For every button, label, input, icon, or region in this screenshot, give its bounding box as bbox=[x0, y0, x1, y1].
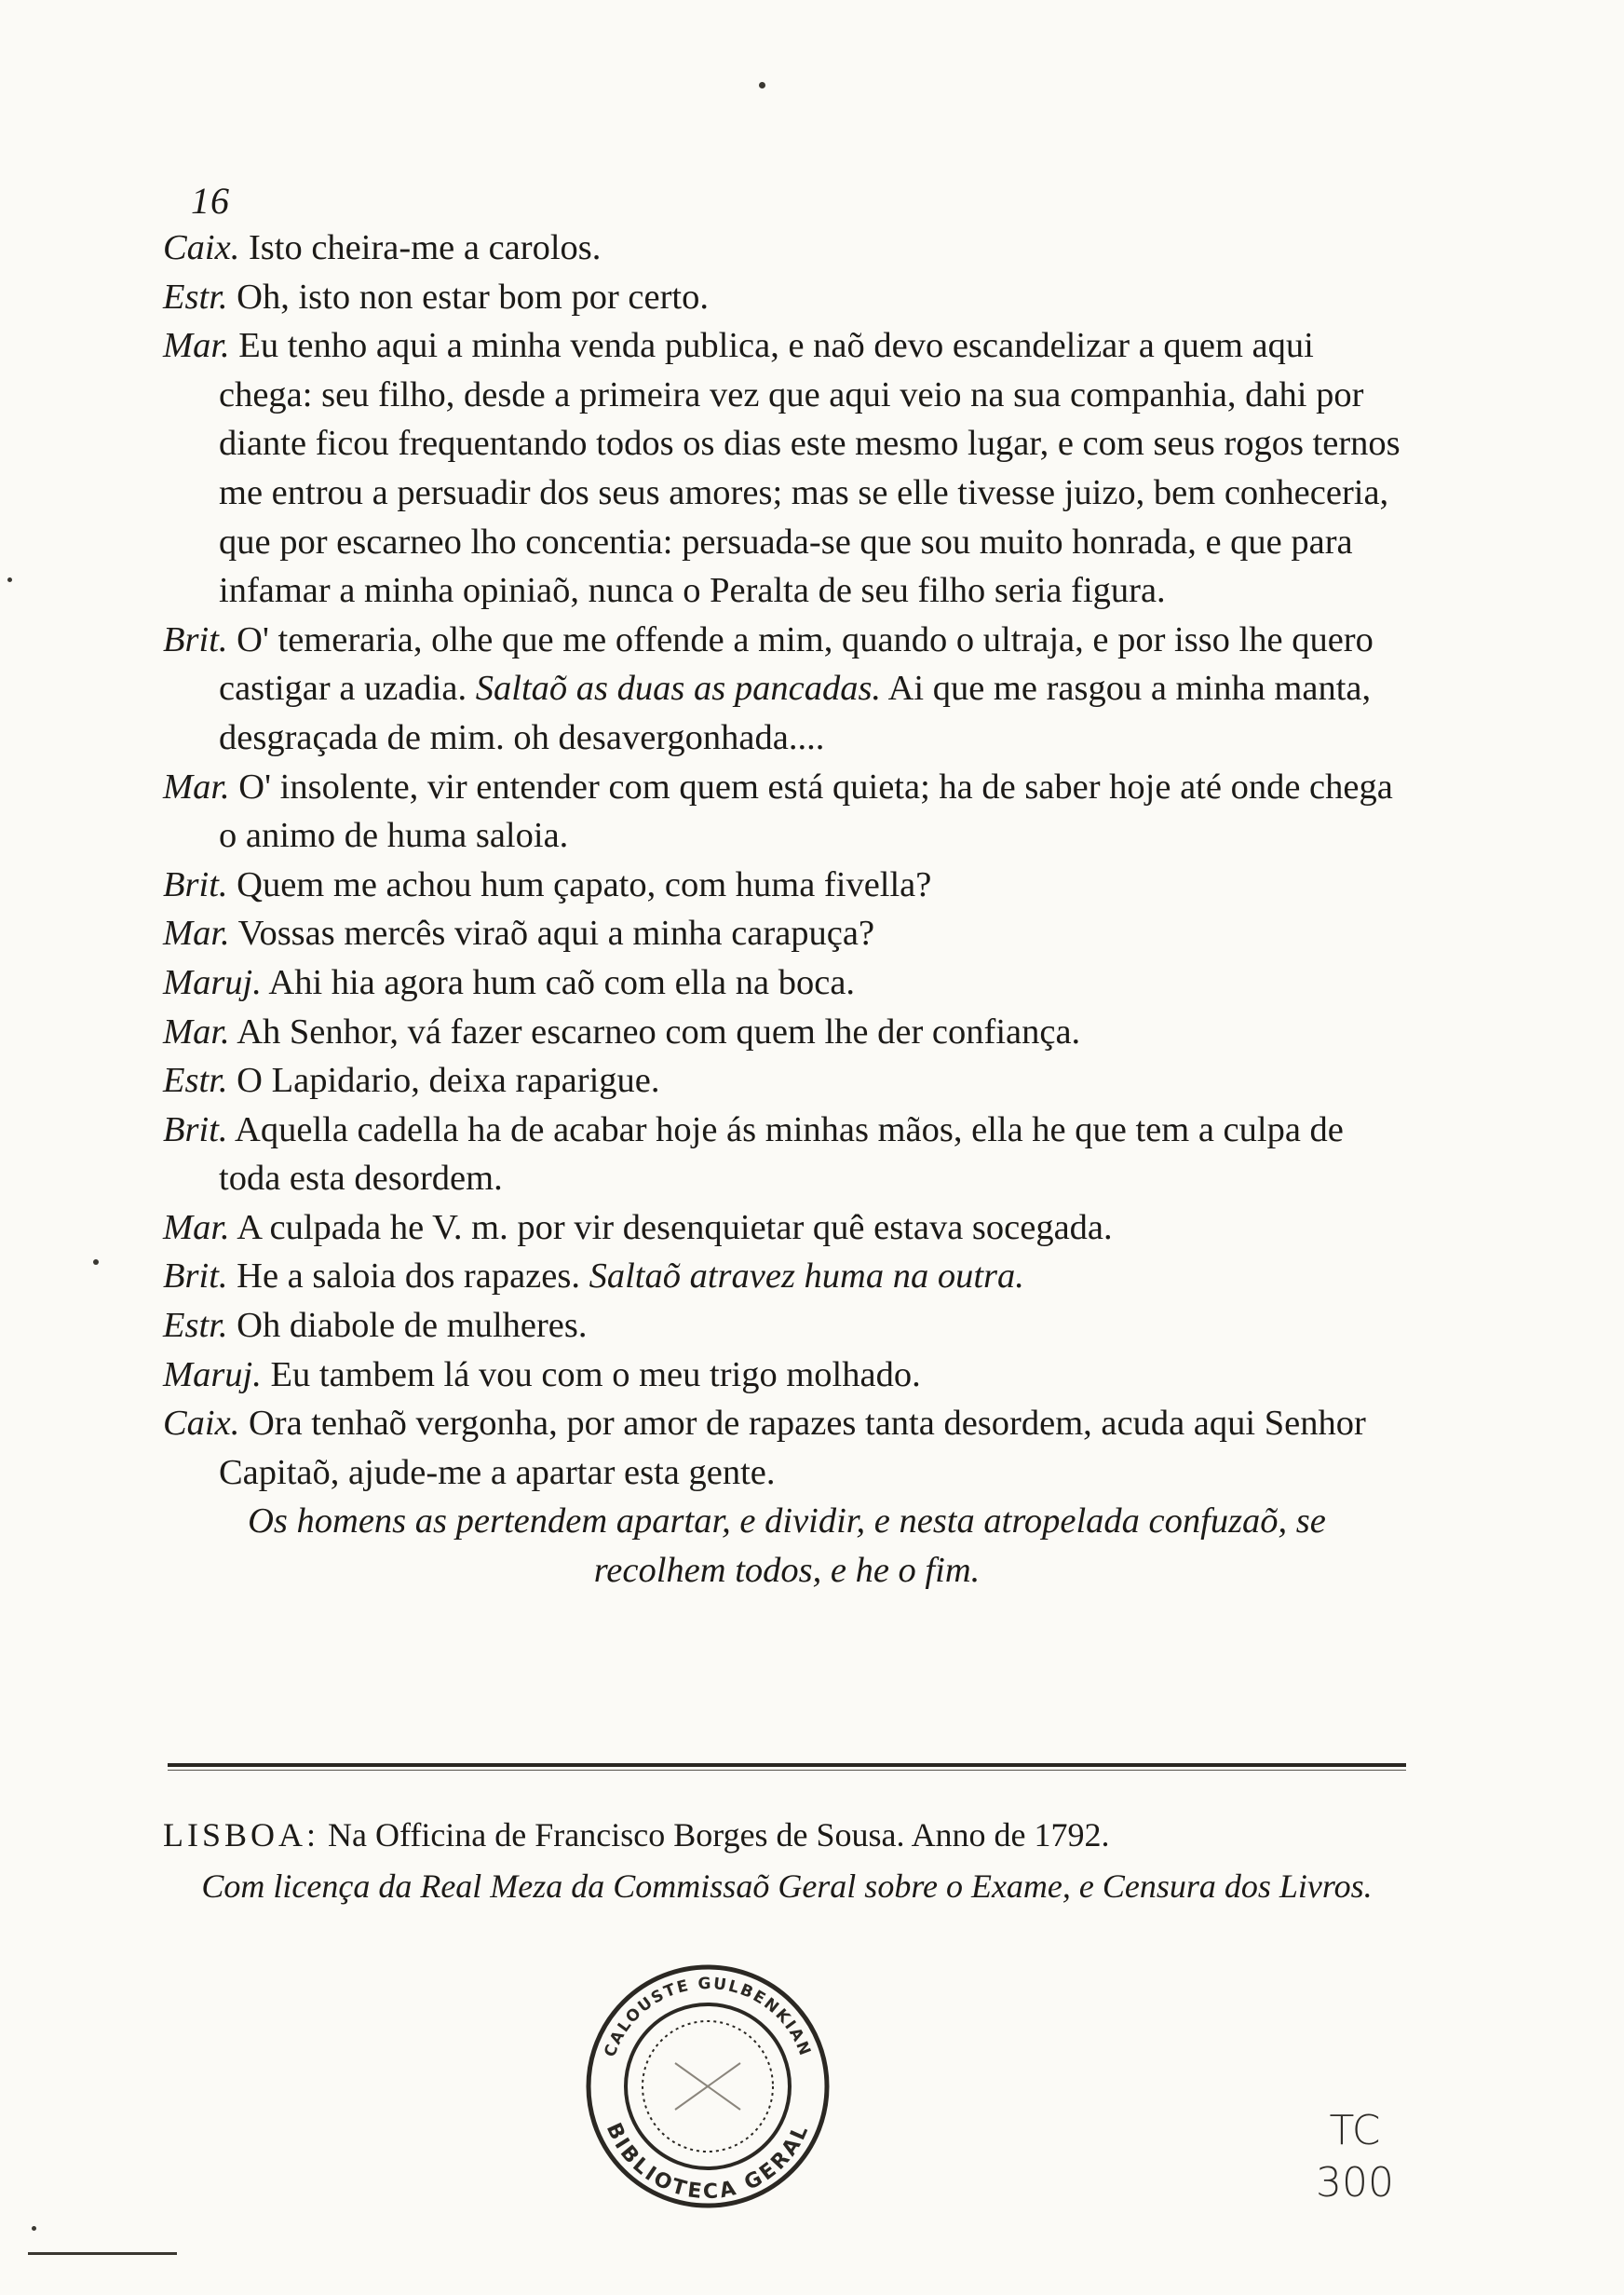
play-dialogue bbox=[163, 224, 1411, 1596]
speaker-name: Mar. bbox=[163, 1012, 230, 1052]
ink-speck bbox=[32, 2226, 36, 2231]
speech-text: Quem me achou hum çapato, com huma fivella? bbox=[237, 864, 932, 904]
speech-text: Eu tenho aqui a minha venda publica, e naõ devo escandelizar a quem aqui chega: seu filho, desde a primeira vez que aqui veio na sua companhia, dahi por diante ficou frequentando todos os dias este mesmo lugar, e com seus rogos ternos me entrou a persuadir dos seus amores; mas se elle tivesse juizo, bem conheceria, que por escarneo lho concentia: persuada-se que sou muito honrada, e que para infamar a minha opiniaõ, nunca o Peralta de seu filho seria figura. bbox=[219, 326, 1401, 611]
speech-text: Eu tambem lá vou com o meu trigo molhado. bbox=[270, 1354, 921, 1394]
speech bbox=[163, 1203, 1411, 1253]
shelfmark-line: TC bbox=[1329, 2107, 1381, 2154]
speech-text: O' insolente, vir entender com quem está quieta; ha de saber hoje até onde chega o animo de huma saloia. bbox=[219, 767, 1393, 856]
stamp-ring-text bbox=[602, 2120, 814, 2205]
speaker-name: Maruj. bbox=[163, 1354, 262, 1394]
speech bbox=[163, 224, 1411, 273]
speech-text: Oh, isto non estar bom por certo. bbox=[237, 277, 709, 317]
stamp-ring-textpath: BIBLIOTECA GERAL bbox=[601, 2119, 815, 2205]
speech-text: Isto cheira-me a carolos. bbox=[248, 228, 602, 267]
speech bbox=[163, 273, 1411, 322]
speaker-name: Mar. bbox=[163, 914, 230, 954]
speech-text: He a saloia dos rapazes. bbox=[237, 1256, 580, 1297]
margin-ink-stroke bbox=[28, 2252, 177, 2255]
shelfmark-line: 300 bbox=[1316, 2159, 1394, 2207]
library-stamp bbox=[573, 1951, 843, 2221]
speaker-name: Brit. bbox=[163, 1256, 228, 1297]
speech bbox=[163, 616, 1411, 763]
stage-direction-inline: Saltaõ as duas as pancadas. bbox=[475, 669, 882, 709]
speech-text-continued: Ai que me rasgou a minha manta, desgraçada de mim. oh desavergonhada.... bbox=[219, 669, 1372, 757]
end-rule bbox=[168, 1763, 1406, 1767]
speech bbox=[163, 1008, 1411, 1057]
speech-text: Aquella cadella ha de acabar hoje ás minhas mãos, ella he que tem a culpa de toda esta desordem. bbox=[219, 1109, 1344, 1199]
speech-text: Ah Senhor, vá fazer escarneo com quem lhe der confiança. bbox=[237, 1012, 1081, 1052]
speech-text: Oh diabole de mulheres. bbox=[237, 1306, 588, 1346]
speaker-name: Caix. bbox=[163, 228, 240, 267]
page-number: 16 bbox=[191, 180, 230, 222]
speech bbox=[163, 1301, 1411, 1351]
speech bbox=[163, 1056, 1411, 1106]
imprint-line bbox=[163, 1812, 1411, 1858]
speech bbox=[163, 763, 1411, 861]
speech bbox=[163, 1351, 1411, 1400]
speaker-name: Mar. bbox=[163, 1207, 230, 1247]
speech bbox=[163, 909, 1411, 958]
speech-text: A culpada he V. m. por vir desenquietar quê estava socegada. bbox=[237, 1207, 1113, 1247]
imprint-city: LISBOA: bbox=[163, 1816, 320, 1854]
stamp-inner-textpath: CALOUSTE GULBENKIAN bbox=[601, 1974, 815, 2060]
speaker-name: Caix. bbox=[163, 1404, 240, 1444]
shelfmark bbox=[1299, 2105, 1411, 2209]
imprint-license: Com licença da Real Meza da Commissaõ Geral sobre o Exame, e Censura dos Livros. bbox=[201, 1867, 1373, 1905]
imprint-year: Anno de 1792. bbox=[911, 1816, 1110, 1854]
final-stage-direction: Os homens as pertendem apartar, e dividir, e nesta atropelada confuzaõ, se recolhem todos, e he o fim. bbox=[248, 1501, 1326, 1591]
speech bbox=[163, 321, 1411, 616]
stamp-inner-text bbox=[601, 1975, 815, 2059]
speaker-name: Estr. bbox=[163, 277, 228, 317]
speech-text: Ahi hia agora hum caõ com ella na boca. bbox=[268, 962, 856, 1002]
stage-direction-inline: Saltaõ atravez huma na outra. bbox=[589, 1256, 1024, 1297]
speaker-name: Brit. bbox=[163, 619, 228, 659]
speaker-name: Mar. bbox=[163, 767, 230, 807]
imprint-printer: Na Officina de Francisco Borges de Sousa. bbox=[328, 1816, 905, 1854]
speech bbox=[163, 958, 1411, 1008]
ink-speck bbox=[93, 1259, 99, 1265]
end-rule-thin bbox=[168, 1770, 1406, 1771]
ink-speck bbox=[7, 577, 12, 582]
ink-speck bbox=[759, 82, 765, 88]
speaker-name: Estr. bbox=[163, 1306, 228, 1346]
speaker-name: Mar. bbox=[163, 326, 230, 366]
speaker-name: Maruj. bbox=[163, 962, 262, 1002]
speech bbox=[163, 1252, 1411, 1301]
speech-text: Ora tenhaõ vergonha, por amor de rapazes tanta desordem, acuda aqui Senhor Capitaõ, ajude-me a apartar esta gente. bbox=[219, 1404, 1366, 1492]
speech bbox=[163, 1399, 1411, 1497]
speech bbox=[163, 861, 1411, 910]
speech-text: O Lapidario, deixa raparigue. bbox=[237, 1061, 660, 1101]
speech-text: Vossas mercês viraõ aqui a minha carapuça? bbox=[237, 914, 875, 954]
speech bbox=[163, 1106, 1411, 1203]
speaker-name: Brit. bbox=[163, 864, 228, 904]
speech-text: O' temeraria, olhe que me offende a mim, quando o ultraja, e por isso lhe quero castigar a uzadia. bbox=[219, 619, 1374, 709]
speaker-name: Brit. bbox=[163, 1109, 228, 1149]
stamp-center-mark bbox=[675, 2063, 740, 2110]
speaker-name: Estr. bbox=[163, 1061, 228, 1101]
imprint bbox=[163, 1812, 1411, 1908]
